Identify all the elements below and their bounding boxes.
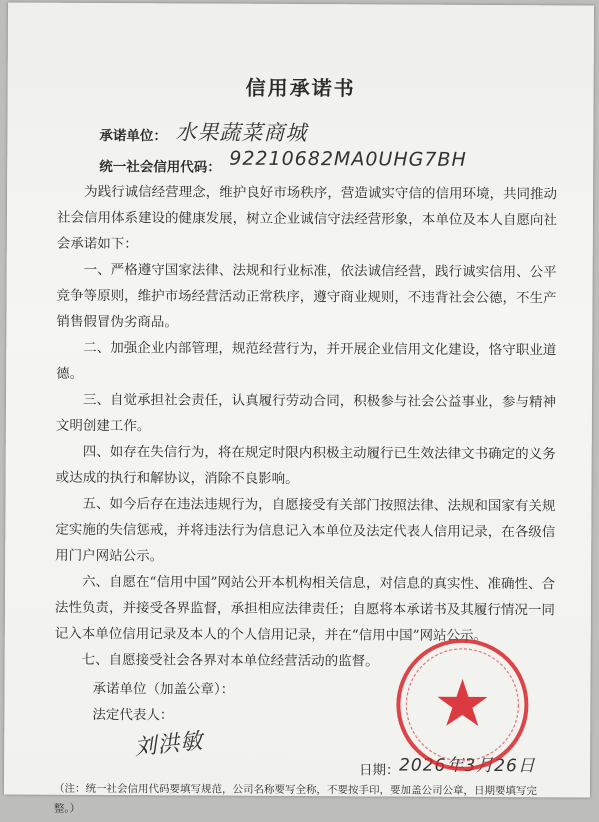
paragraph-1: 一、严格遵守国家法律、法规和行业标准，依法诚信经营，践行诚实信用、公平竞争等原则，维护市场经营活动正常秩序，遵守商业规则，不违背社会公德，不生产销售假冒伪劣商品。 — [56, 261, 557, 331]
paragraph-3: 三、自觉承担社会责任，认真履行劳动合同，积极参与社会公益事业，参与精神文明创建工作。 — [55, 391, 557, 435]
signature: 刘洪敏 — [133, 728, 205, 761]
paragraph-4: 四、如存在失信行为，将在规定时限内积极主动履行已生效法律文书确定的义务或达成的执行和解协议，消除不良影响。 — [55, 443, 556, 487]
credit-code-handwritten: 92210682MA0UHG7BH — [229, 147, 467, 171]
unit-label: 承诺单位： — [99, 127, 167, 145]
paragraph-7: 七、自愿接受社会各界对本单位经营活动的监督。 — [81, 651, 379, 670]
date-label: 日期： — [359, 762, 400, 779]
document-page — [4, 2, 594, 815]
footnote: （注：统一社会信用代码要填写规范，公司名称要写全称，不要按手印，要加盖公司公章，日期要填写完整。） — [53, 782, 537, 815]
paragraph-2: 二、加强企业内部管理，规范经营行为，并开展企业信用文化建设，恪守职业道德。 — [56, 339, 557, 382]
date-handwritten: 2026年3月26日 — [399, 755, 536, 777]
seal-label: 承诺单位（加盖公章）： — [92, 680, 235, 698]
unit-value-handwritten: 水果蔬菜商城 — [175, 120, 308, 146]
document-title: 信用承诺书 — [245, 75, 356, 101]
paragraph-intro: 为践行诚信经营理念，维护良好市场秩序，营造诚实守信的信用环境，共同推动社会信用体系建设的健康发展，树立企业诚信守法经营形象，本单位及本人自愿向社会承诺如下： — [56, 183, 558, 253]
legal-rep-label: 法定代表人： — [92, 706, 174, 724]
credit-code-label: 统一社会信用代码： — [99, 158, 221, 176]
paragraph-5: 五、如今后存在违法违规行为，自愿接受有关部门按照法律、法规和国家有关规定实施的失信惩戒，并将违法行为信息记入本单位及法定代表人信用记录，在各级信用门户网站公示。 — [55, 495, 556, 565]
paragraph-6: 六、自愿在“信用中国”网站公开本机构相关信息，对信息的真实性、准确性、合法性负责，并接受各界监督，承担相应法律责任；自愿将本承诺书及其履行情况一同记入本单位信用记录及本人的个人信用记录，并在“信用中国”网站公示。 — [54, 573, 556, 644]
official-seal-stamp — [392, 634, 533, 775]
